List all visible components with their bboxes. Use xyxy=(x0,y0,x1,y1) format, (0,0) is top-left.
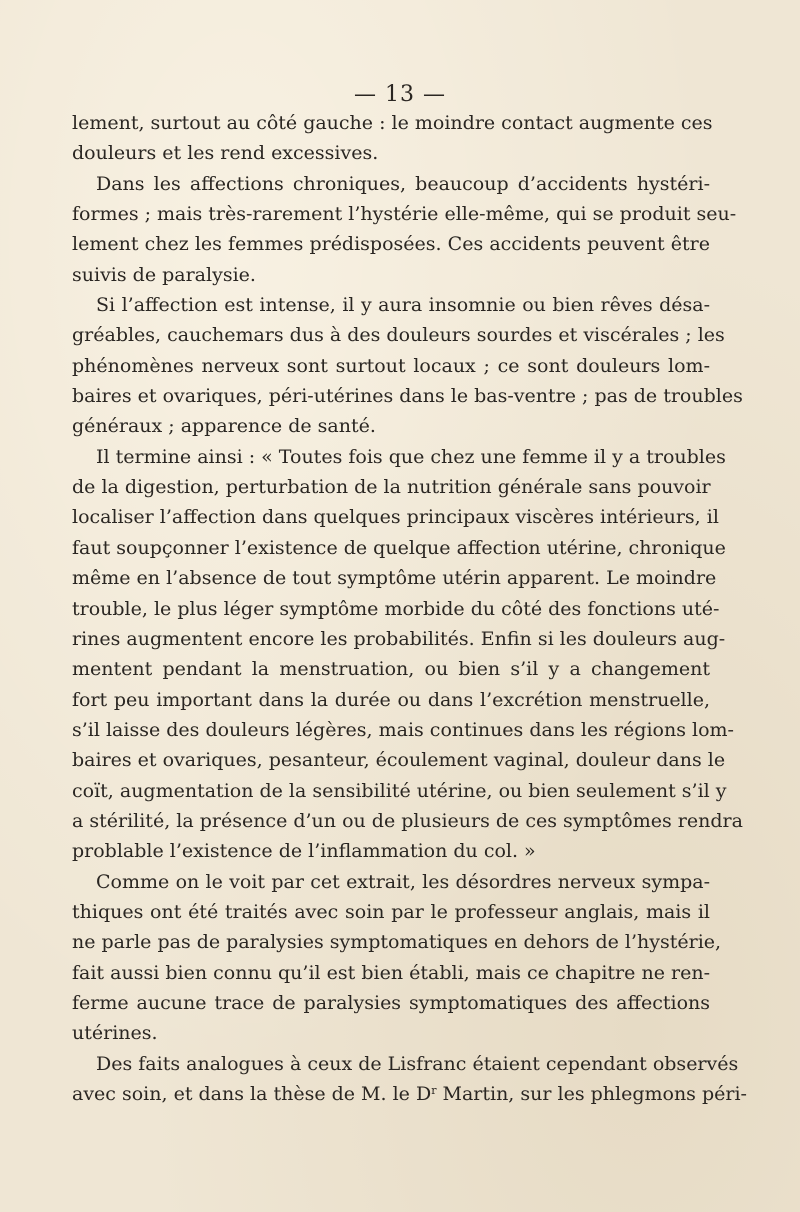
body-text xyxy=(72,108,747,1109)
text-line: généraux ; apparence de santé. xyxy=(72,415,376,438)
page-number: — 13 — xyxy=(354,82,446,107)
text-line: rines augmentent encore les probabilités. Enfin si les douleurs aug- xyxy=(72,627,726,650)
text-line: phénomènes nerveux sont surtout locaux ; ce sont douleurs lom- xyxy=(72,354,710,377)
text-line: baires et ovariques, pesanteur, écoulement vaginal, douleur dans le xyxy=(72,749,726,772)
text-line: coït, augmentation de la sensibilité utérine, ou bien seulement s’il y xyxy=(72,779,727,802)
text-line: Dans les affections chroniques, beaucoup d’accidents hystéri- xyxy=(96,172,710,195)
text-line: problable l’existence de l’inflammation du col. » xyxy=(72,840,536,863)
text-line: a stérilité, la présence d’un ou de plusieurs de ces symptômes rendra xyxy=(72,809,743,832)
text-line xyxy=(72,1079,747,1109)
superscript: r xyxy=(431,1084,437,1097)
text-line: Comme on le voit par cet extrait, les désordres nerveux sympa- xyxy=(96,870,710,893)
text-line-segment: Martin, sur les phlegmons péri- xyxy=(436,1083,747,1105)
text-line: faut soupçonner l’existence de quelque affection utérine, chronique xyxy=(72,536,726,559)
text-line: ferme aucune trace de paralysies symptomatiques des affections xyxy=(72,991,710,1014)
text-line: lement, surtout au côté gauche : le moindre contact augmente ces xyxy=(72,112,713,134)
text-line: localiser l’affection dans quelques principaux viscères intérieurs, il xyxy=(72,506,719,529)
text-line: mentent pendant la menstruation, ou bien s’il y a changement xyxy=(72,658,710,681)
text-line: Des faits analogues à ceux de Lisfranc étaient cependant observés xyxy=(96,1052,739,1075)
text-line: lement chez les femmes prédisposées. Ces accidents peuvent être xyxy=(72,233,710,256)
text-line: Si l’affection est intense, il y aura insomnie ou bien rêves désa- xyxy=(96,294,710,317)
text-line: s’il laisse des douleurs légères, mais continues dans les régions lom- xyxy=(72,718,734,741)
text-line-segment: avec soin, et dans la thèse de M. le D xyxy=(72,1083,432,1105)
text-line: même en l’absence de tout symptôme utérin apparent. Le moindre xyxy=(72,567,717,590)
text-line: fait aussi bien connu qu’il est bien établi, mais ce chapitre ne ren- xyxy=(72,961,710,984)
text-line: fort peu important dans la durée ou dans l’excrétion menstruelle, xyxy=(72,688,710,711)
text-line: suivis de paralysie. xyxy=(72,263,256,286)
text-line: baires et ovariques, péri-utérines dans le bas-ventre ; pas de troubles xyxy=(72,385,743,408)
text-line: ne parle pas de paralysies symptomatiques en dehors de l’hystérie, xyxy=(72,931,722,954)
text-line: utérines. xyxy=(72,1022,158,1045)
text-line: de la digestion, perturbation de la nutrition générale sans pouvoir xyxy=(72,476,711,499)
text-line: douleurs et les rend excessives. xyxy=(72,142,379,165)
text-line: thiques ont été traités avec soin par le professeur anglais, mais il xyxy=(72,900,710,923)
text-line: formes ; mais très-rarement l’hystérie elle-même, qui se produit seu- xyxy=(72,203,737,226)
text-line: gréables, cauchemars dus à des douleurs sourdes et viscérales ; les xyxy=(72,324,725,347)
text-line: trouble, le plus léger symptôme morbide du côté des fonctions uté- xyxy=(72,597,720,620)
text-line: Il termine ainsi : « Toutes fois que chez une femme il y a troubles xyxy=(96,445,726,468)
